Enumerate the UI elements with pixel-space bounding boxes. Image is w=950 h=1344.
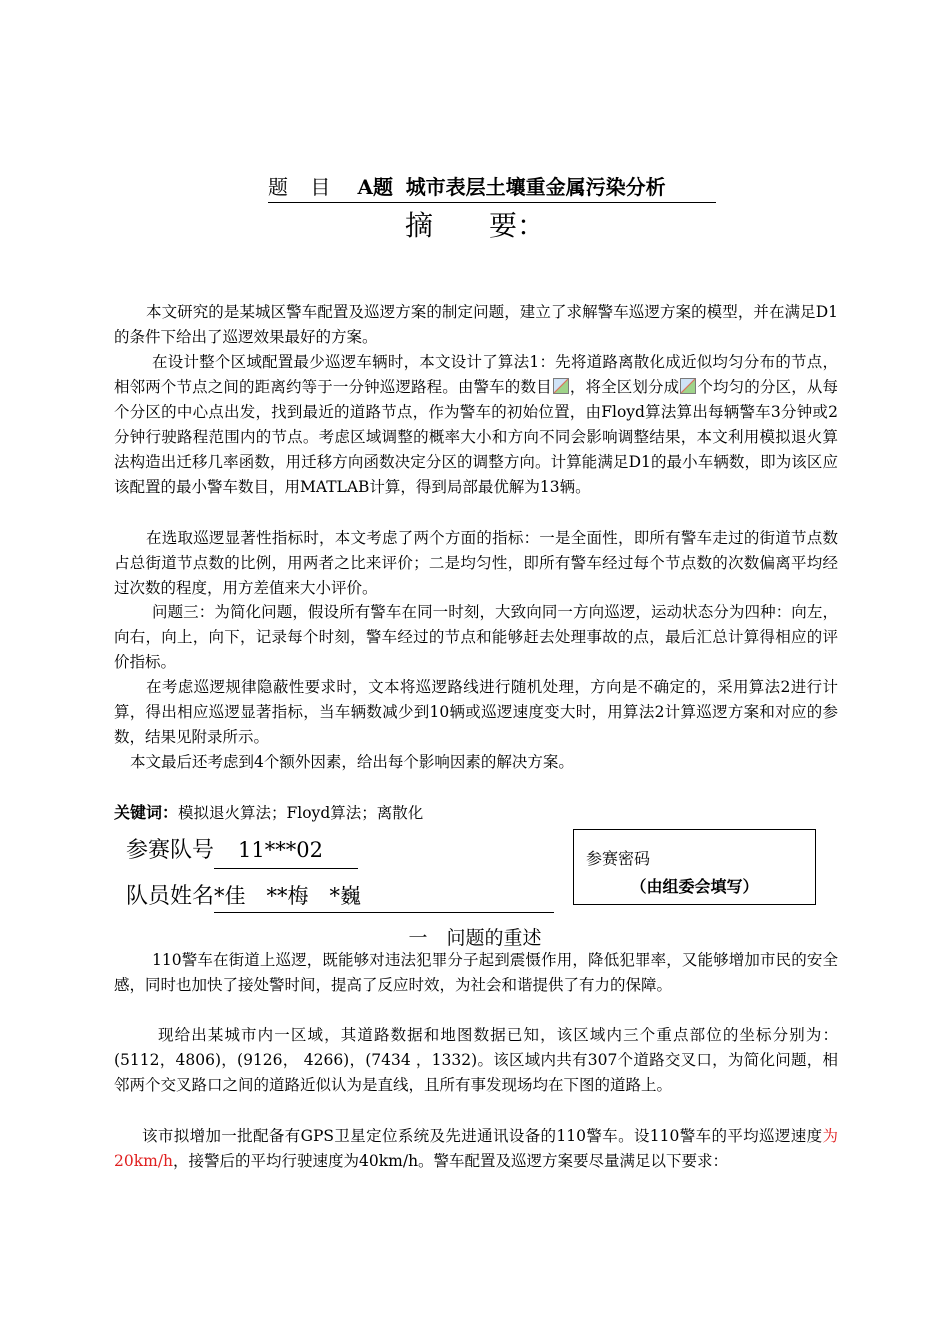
title-label: 题 目 [268,175,339,199]
team-number-value: 11***02 [214,832,358,869]
password-box-title: 参赛密码 [586,849,651,868]
section-paragraph-1: 110警车在街道上巡逻，既能够对违法犯罪分子起到震慑作用，降低犯罪率，又能够增加市民的安全感，同时也加快了接处警时间，提高了反应时效，为社会和谐提供了有力的保障。 [114,951,838,994]
password-box [573,829,816,905]
team-members-label: 队员姓名 [126,884,215,909]
broken-image-icon [680,378,696,394]
keywords-value: 模拟退火算法；Floyd算法；离散化 [178,804,424,822]
abstract-heading: 摘 要： [404,209,545,242]
section-paragraph-2: 现给出某城市内一区域，其道路数据和地图数据已知，该区域内三个重点部位的坐标分别为：(5112，4806)，(9126， 4266)，(7434 ，1332)。该区域内共有307个道路交叉口，为简化问题，相邻两个交叉路口之间的道路近似认为是直线，且所有事发现场均在下图的道路上。 [114,1026,838,1094]
abstract-paragraph-5: 在考虑巡逻规律隐蔽性要求时，文本将巡逻路线进行随机处理，方向是不确定的，采用算法2进行计算，得出相应巡逻显著指标，当车辆数减少到10辆或巡逻速度变大时，用算法2计算巡逻方案和对应的参数，结果见附录所示。 [114,678,838,746]
team-number [126,832,358,870]
abstract-p2-part-c: 个均匀的分区，从每个分区的中心点出发，找到最近的道路节点，作为警车的初始位置，由Floyd算法算出每辆警车3分钟或2分钟行驶路程范围内的节点。考虑区域调整的概率大小和方向不同会影响调整结果，本文利用模拟退火算法构造出迁移几率函数，用迁移方向函数决定分区的调整方向。计算能满足D1的最小车辆数，即为该区应该配置的最小警车数目，用MATLAB计算，得到局部最优解为13辆。 [114,378,838,496]
abstract-paragraph-3: 在选取巡逻显著性指标时，本文考虑了两个方面的指标：一是全面性，即所有警车走过的街道节点数占总街道节点数的比例，用两者之比来评价；二是均匀性，即所有警车经过每个节点数的次数偏离平均经过次数的程度，用方差值来大小评价。 [114,529,838,597]
section-p3-part-b: ，接警后的平均行驶速度为40km/h。警车配置及巡逻方案要尽量满足以下要求： [173,1152,729,1170]
abstract-paragraph-4: 问题三：为简化问题，假设所有警车在同一时刻，大致向同一方向巡逻，运动状态分为四种：向左，向右，向上，向下，记录每个时刻，警车经过的节点和能够赶去处理事故的点，最后汇总计算得相应的评价指标。 [114,603,838,671]
section-paragraph-3 [114,1124,838,1174]
abstract-p2-part-b: ，将全区划分成 [569,378,680,396]
section-p3-part-a: 该市拟增加一批配备有GPS卫星定位系统及先进通讯设备的110警车。设110警车的平均巡逻速度 [142,1127,823,1145]
abstract-paragraph-6: 本文最后还考虑到4个额外因素，给出每个影响因素的解决方案。 [130,753,574,771]
team-members-value: *佳 **梅 *巍 [214,880,554,913]
password-box-note: （由组委会填写） [630,877,759,896]
section-heading: 一 问题的重述 [408,927,542,949]
patrol-speed-highlight: 为20km/h [114,1127,838,1170]
team-members [126,880,554,912]
abstract-paragraph-1: 本文研究的是某城区警车配置及巡逻方案的制定问题，建立了求解警车巡逻方案的模型，并在满足D1的条件下给出了巡逻效果最好的方案。 [114,303,838,346]
team-number-label: 参赛队号 [126,838,215,863]
abstract-paragraph-2 [114,350,838,500]
keywords [114,800,423,826]
title-line [268,172,716,203]
abstract-p2-part-a: 在设计整个区域配置最少巡逻车辆时，本文设计了算法1：先将道路离散化成近似均匀分布的节点，相邻两个节点之间的距离约等于一分钟巡逻路程。由警车的数目 [114,353,838,396]
broken-image-icon [553,378,569,394]
title-name: 城市表层土壤重金属污染分析 [405,175,666,199]
keywords-label: 关键词： [114,803,179,822]
title-problem: A题 [357,175,393,199]
